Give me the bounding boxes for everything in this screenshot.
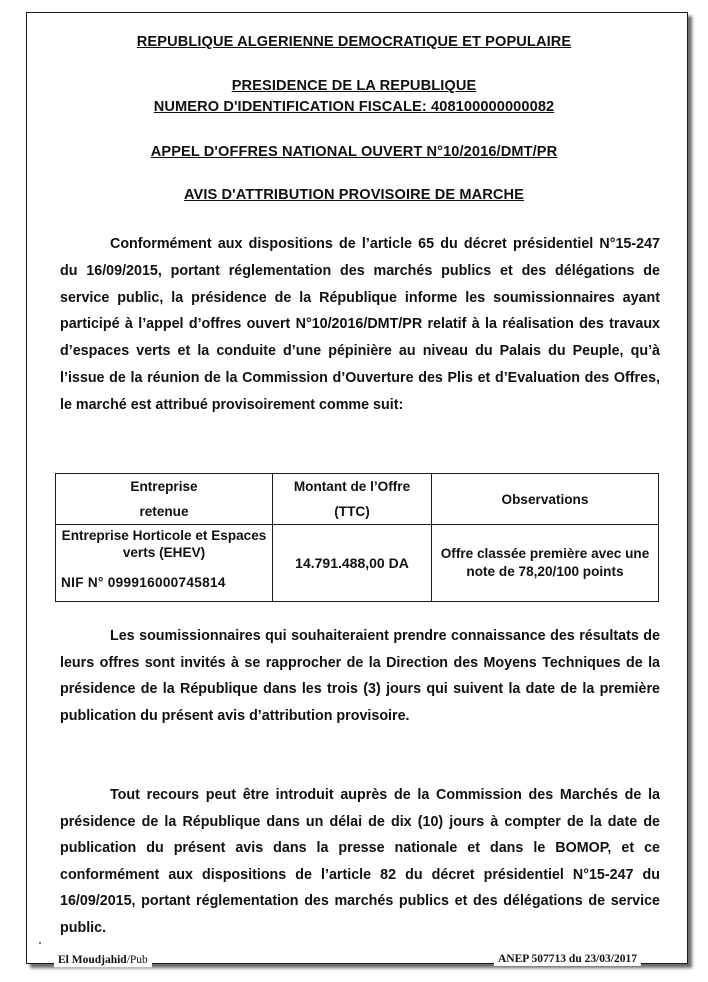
header-company	[56, 474, 273, 525]
nif-line	[0, 99, 708, 115]
cell-observation: Offre classée première avec une note de 78,20/100 points	[432, 525, 659, 602]
cell-company	[56, 525, 273, 602]
company-name: Entreprise Horticole et Espaces verts (EHEV)	[61, 528, 267, 560]
anep-reference: ANEP 507713 du 23/03/2017	[494, 952, 641, 966]
source-label	[54, 953, 152, 968]
header-amount	[273, 474, 432, 525]
nif-colon: :	[421, 99, 427, 115]
header-company-line2: retenue	[139, 504, 189, 519]
source-suffix: /Pub	[126, 954, 148, 966]
cell-amount: 14.791.488,00 DA	[273, 525, 432, 602]
award-table	[55, 473, 659, 602]
header-amount-line2: (TTC)	[334, 504, 370, 519]
republic-heading: REPUBLIQUE ALGERIENNE DEMOCRATIQUE ET POPULAIRE	[136, 34, 572, 50]
header-amount-line1: Montant de l’Offre	[293, 479, 411, 494]
appeal-paragraph: Tout recours peut être introduit auprès de la Commission des Marchés de la présidence de la République dans un délai de dix (10) jours à compter de la date de publication du présent avis dans la presse nationale et dans le BOMOP, et ce conformément aux dispositions de l’article 82 du décret présidentiel N°15-247 du 16/09/2015, portant réglementation des marchés publics et des délégations de service public.	[60, 787, 660, 936]
nif-label: NUMERO D'IDENTIFICATION FISCALE	[153, 99, 422, 115]
header-company-line1: Entreprise	[130, 479, 198, 494]
intro-paragraph: Conformément aux dispositions de l’article 65 du décret présidentiel N°15-247 du 16/09/2015, portant réglementation des marchés publics et des délégations de service public, la présidence de la République informe les soumissionnaires ayant participé à l’appel d’offres ouvert N°10/2016/DMT/PR relatif à la réalisation des travaux d’espaces verts et la conduite d’une pépinière au niveau du Palais du Peuple, qu’à l’issue de la réunion de la Commission d’Ouverture des Plis et d’Evaluation des Offres, le marché est attribué provisoirement comme suit:	[60, 236, 660, 413]
speck	[39, 942, 41, 944]
source-name: El Moudjahid	[58, 954, 127, 966]
company-nif: NIF N° 099916000745814	[61, 575, 226, 590]
tender-heading: APPEL D'OFFRES NATIONAL OUVERT N°10/2016/DMT/PR	[150, 144, 558, 160]
presidency-heading: PRESIDENCE DE LA REPUBLIQUE	[231, 78, 477, 94]
results-paragraph: Les soumissionnaires qui souhaiteraient prendre connaissance des résultats de leurs offres sont invités à se rapprocher de la Direction des Moyens Techniques de la présidence de la République dans les trois (3) jours qui suivent la date de la première publication du présent avis d’attribution provisoire.	[60, 628, 660, 724]
nif-value: 408100000000082	[431, 99, 555, 115]
table-row	[56, 525, 659, 602]
notice-heading: AVIS D'ATTRIBUTION PROVISOIRE DE MARCHE	[183, 187, 525, 203]
table-header-row	[56, 474, 659, 525]
header-observations: Observations	[432, 474, 659, 525]
